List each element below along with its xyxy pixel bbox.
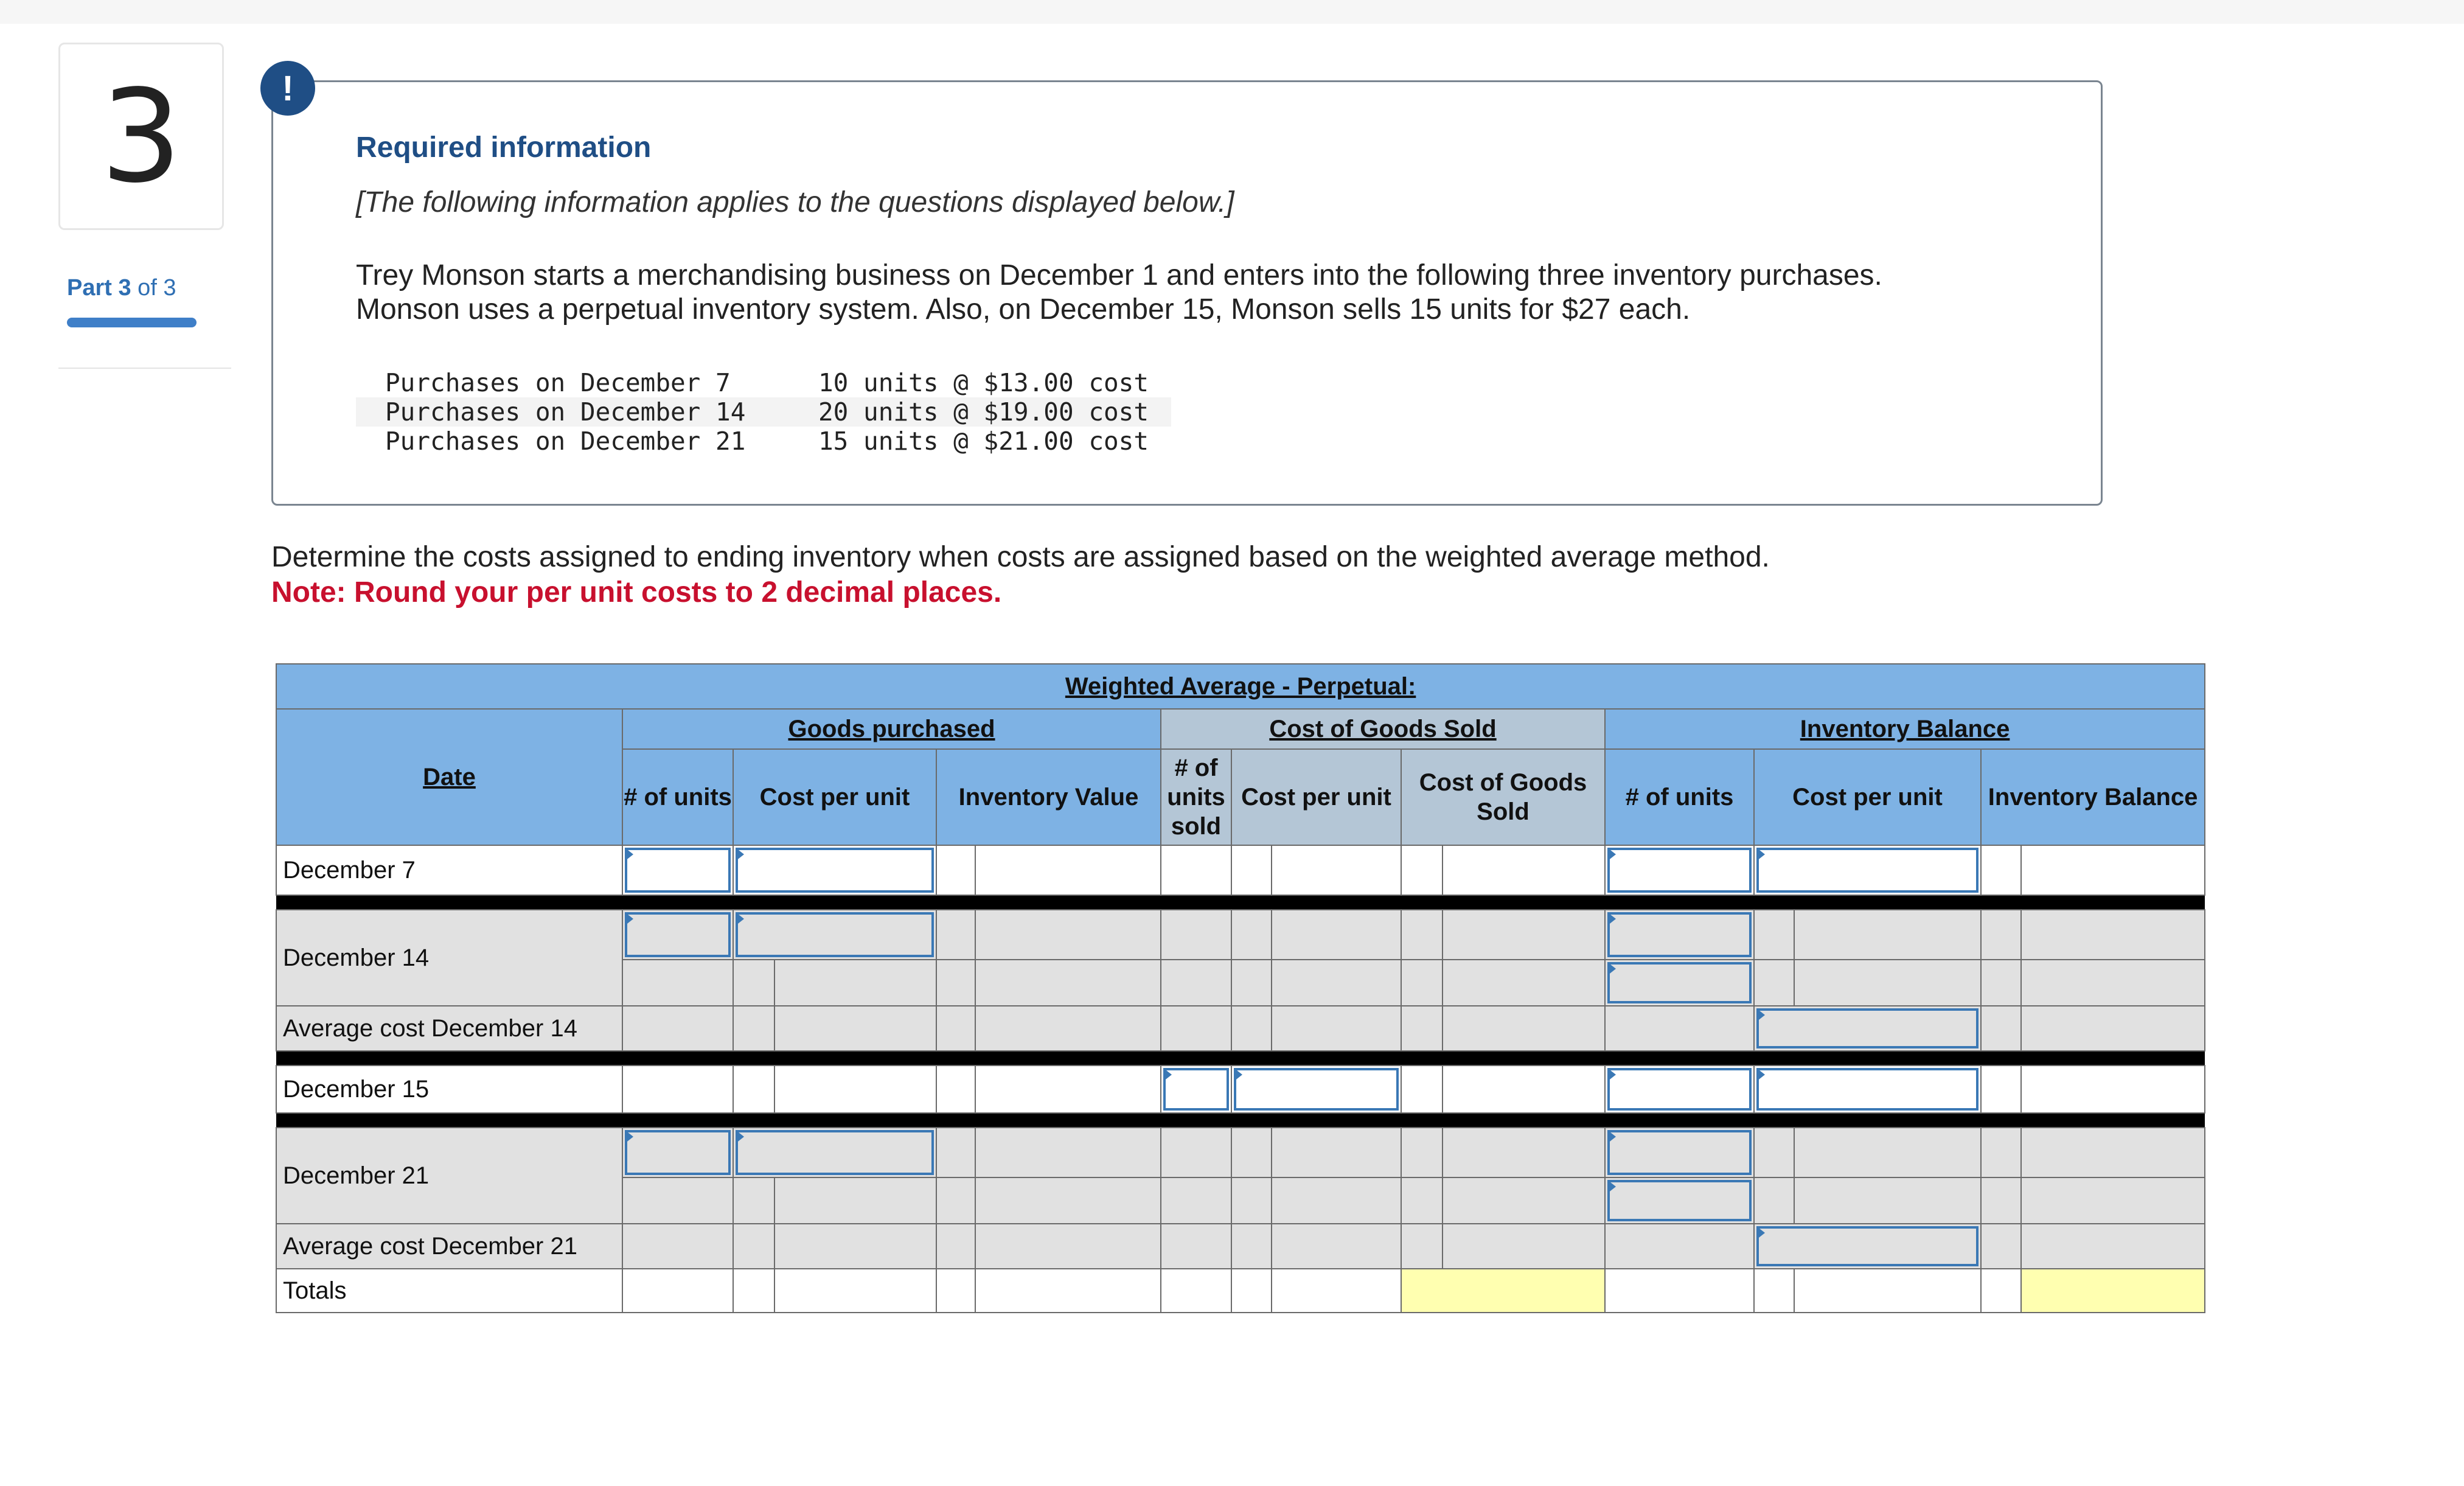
col-purchase-units: # of units [622,749,733,845]
row-label: December 14 [276,910,622,1006]
col-sold-cost-per-unit: Cost per unit [1231,749,1401,845]
row-label: December 15 [276,1066,622,1113]
exclamation-icon: ! [260,61,315,116]
dec15-units-sold-input[interactable] [1161,1066,1231,1113]
row-separator [276,1051,2205,1066]
dec21-balance-units-input-2[interactable] [1605,1177,1754,1224]
required-information-box [271,80,2103,506]
table-row [276,1066,2205,1113]
dec7-balance-cost-input[interactable] [1754,845,1981,895]
col-purchase-inventory-value: Inventory Value [936,749,1161,845]
dec21-balance-units-input-1[interactable] [1605,1128,1754,1177]
table-row [276,1128,2205,1177]
col-purchase-cost-per-unit: Cost per unit [733,749,936,845]
table-row [276,845,2205,895]
part-progress-bar [67,318,197,327]
row-label: December 7 [276,845,622,895]
dec7-balance-units-input[interactable] [1605,845,1754,895]
table-title: Weighted Average - Perpetual: [276,664,2205,709]
avg14-cost-per-unit-input[interactable] [1754,1006,1981,1051]
header-inventory-balance: Inventory Balance [1605,709,2205,749]
dec21-purchase-cost-input[interactable] [733,1128,936,1177]
weighted-average-table [276,663,2198,1313]
avg21-cost-per-unit-input[interactable] [1754,1224,1981,1269]
purchases-list [356,368,1171,456]
col-cost-of-goods-sold: Cost of Goods Sold [1401,749,1605,845]
col-inventory-balance: Inventory Balance [1981,749,2205,845]
question-text: Determine the costs assigned to ending inventory when costs are assigned based on the weighted average method. [271,541,1770,573]
table-row [276,1224,2205,1269]
dec14-purchase-cost-input[interactable] [733,910,936,960]
top-bar [0,0,2464,24]
list-item: Purchases on December 21 15 units @ $21.00 cost [385,427,1149,456]
col-units-sold: # of units sold [1161,749,1231,845]
dec15-balance-units-input[interactable] [1605,1066,1754,1113]
dec7-purchase-units-input[interactable] [622,845,733,895]
list-item: Purchases on December 7 10 units @ $13.00 cost [385,368,1149,397]
dec14-balance-units-input-2[interactable] [1605,960,1754,1006]
total-cost-of-goods-sold [1401,1269,1605,1313]
dec7-purchase-cost-input[interactable] [733,845,936,895]
header-date: Date [276,709,622,845]
row-label: Average cost December 14 [276,1006,622,1051]
row-separator [276,895,2205,910]
sidebar-divider [58,368,231,369]
table-row [276,1269,2205,1313]
total-inventory-balance [2021,1269,2205,1313]
rounding-note: Note: Round your per unit costs to 2 decimal places. [271,576,1002,609]
row-label: Average cost December 21 [276,1224,622,1269]
col-balance-units: # of units [1605,749,1754,845]
dec14-balance-units-input-1[interactable] [1605,910,1754,960]
row-label: Totals [276,1269,622,1313]
header-goods-purchased: Goods purchased [622,709,1161,749]
list-item: Purchases on December 14 20 units @ $19.00 cost [356,397,1171,427]
dec14-purchase-units-input[interactable] [622,910,733,960]
info-title: Required information [356,131,652,164]
col-balance-cost-per-unit: Cost per unit [1754,749,1981,845]
info-body: Trey Monson starts a merchandising business on December 1 and enters into the following three inventory purchases. Monson uses a perpetual inventory system. Also, on December 15, Monson sells 15 units for $27 each. [356,259,1882,326]
table-row [276,1006,2205,1051]
question-number: 3 [58,43,224,230]
info-subtitle: [The following information applies to the questions displayed below.] [356,186,1234,218]
row-separator [276,1113,2205,1128]
dec21-purchase-units-input[interactable] [622,1128,733,1177]
row-label: December 21 [276,1128,622,1224]
dec15-balance-cost-input[interactable] [1754,1066,1981,1113]
header-cost-of-goods-sold: Cost of Goods Sold [1161,709,1605,749]
table-row [276,910,2205,960]
dec15-sold-cost-input[interactable] [1231,1066,1401,1113]
part-indicator: Part 3 of 3 [67,275,176,301]
